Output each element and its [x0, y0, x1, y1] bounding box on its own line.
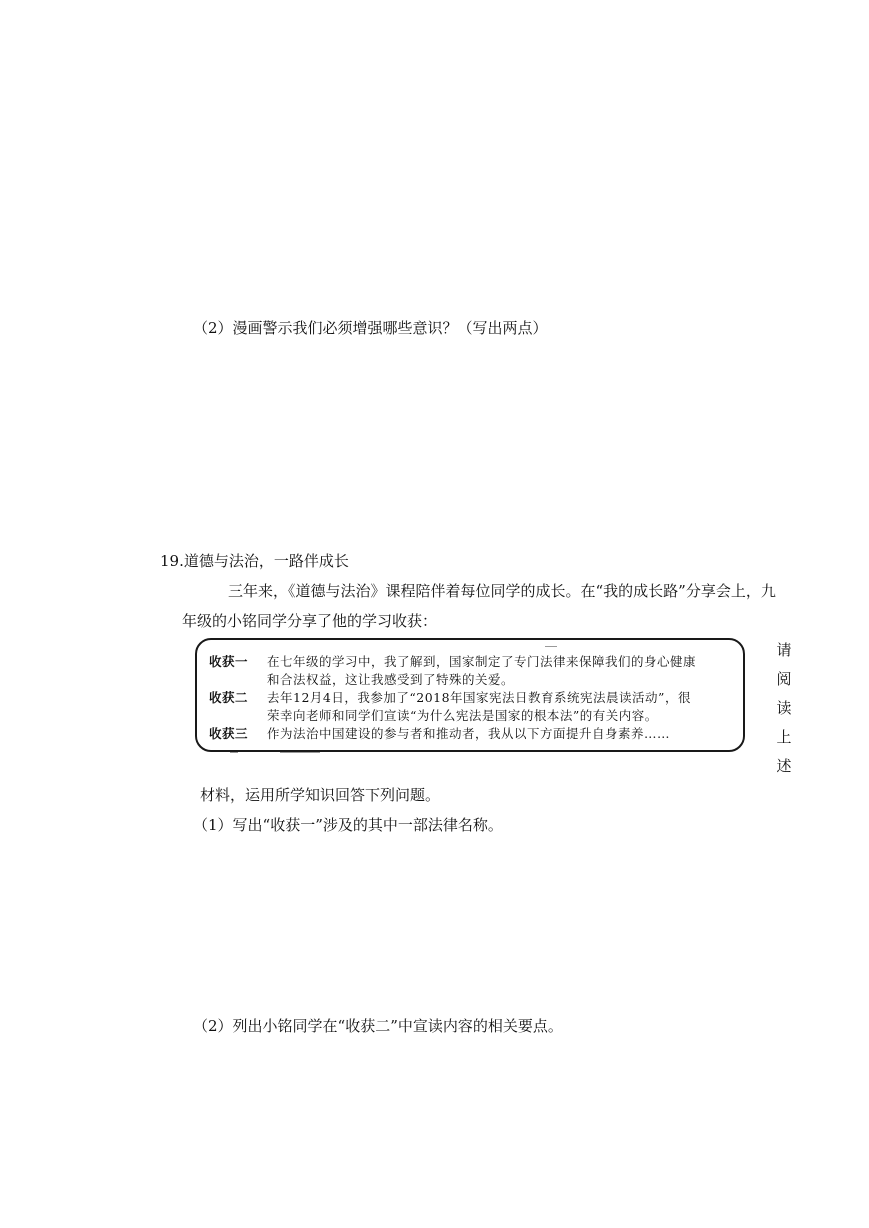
question-18-part-2: （2）漫画警示我们必须增强哪些意识？（写出两点）	[193, 319, 548, 337]
gain-1-label: 收获一	[209, 654, 249, 669]
gain-2-text: 去年12月4日，我参加了“2018年国家宪法日教育系统宪法晨读活动”，很	[267, 690, 691, 705]
question-19-part-1: （1）写出“收获一”涉及的其中一部法律名称。	[193, 816, 503, 834]
gain-1-text: 在七年级的学习中，我了解到，国家制定了专门法律来保障我们的身心健康	[267, 654, 697, 669]
scan-noise	[280, 752, 320, 753]
gain-2-text-cont: 荣幸向老师和同学们宣读“为什么宪法是国家的根本法”的有关内容。	[267, 708, 658, 723]
gain-3-row	[209, 724, 670, 742]
side-char: 读	[776, 699, 792, 717]
intro-line-2: 年级的小铭同学分享了他的学习收获：	[182, 612, 438, 630]
question-19-part-2: （2）列出小铭同学在“收获二”中宣读内容的相关要点。	[193, 1017, 563, 1035]
gain-1-row	[209, 652, 696, 670]
side-char: 上	[776, 728, 792, 746]
scan-noise	[545, 646, 557, 647]
gain-3-label: 收获三	[209, 726, 249, 741]
material-instruction: 材料，运用所学知识回答下列问题。	[200, 786, 441, 804]
gain-2-row	[209, 688, 691, 706]
side-char: 述	[776, 757, 792, 775]
gain-3-text: 作为法治中国建设的参与者和推动者，我从以下方面提升自身素养……	[267, 726, 671, 741]
scan-noise	[230, 752, 238, 753]
gain-2-label: 收获二	[209, 690, 249, 705]
side-vertical-text	[772, 636, 796, 781]
gain-1-text-cont: 和合法权益，这让我感受到了特殊的关爱。	[267, 672, 515, 687]
side-char: 阅	[776, 670, 792, 688]
scanned-material-box	[195, 638, 745, 752]
side-char: 请	[776, 641, 792, 659]
question-19-title: 19.道德与法治，一路伴成长	[160, 552, 349, 570]
intro-line-1: 三年来，《道德与法治》课程陪伴着每位同学的成长。在“我的成长路”分享会上，九	[228, 582, 776, 600]
